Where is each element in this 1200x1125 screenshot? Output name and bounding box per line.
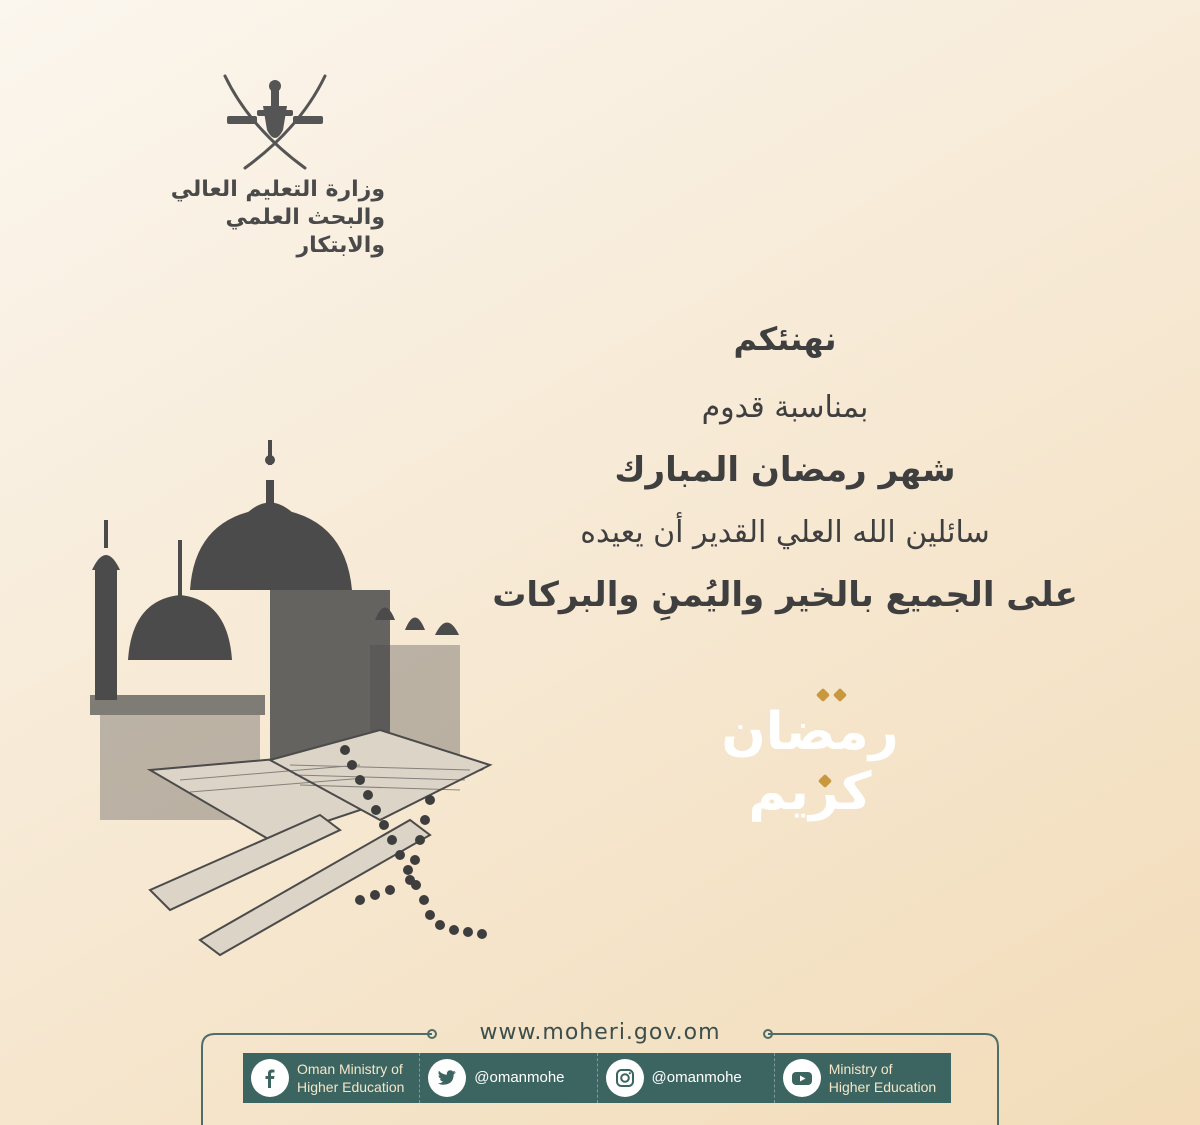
youtube-label-line2: Higher Education [828,1079,937,1095]
ramadan-kareem-text: رمضان كريم [721,702,899,822]
national-emblem-logo [205,68,345,178]
instagram-icon [606,1059,644,1097]
mosque-quran-illustration [80,420,520,980]
youtube-label [829,1060,936,1096]
ministry-name-line2: والبحث العلمي والابتكار [225,205,385,258]
social-media-bar [243,1053,951,1103]
calligraphy-dot [833,688,847,702]
ministry-name [130,176,385,260]
instagram-label: @omanmohe [651,1069,742,1086]
message-line-2: بمناسبة قدوم [701,390,869,425]
calligraphy-dot [816,688,830,702]
social-instagram[interactable] [597,1053,774,1103]
social-twitter[interactable] [419,1053,596,1103]
message-line-1: نهنئكم [733,320,837,358]
twitter-icon [428,1059,466,1097]
message-line-3: شهر رمضان المبارك [614,450,956,490]
facebook-label-line1: Oman Ministry of [297,1061,403,1077]
ministry-name-line1: وزارة التعليم العالي [170,177,385,202]
youtube-icon [783,1059,821,1097]
website-url[interactable]: www.moheri.gov.om [479,1020,721,1045]
social-youtube[interactable] [774,1053,951,1103]
facebook-label-line2: Higher Education [297,1079,405,1095]
ramadan-kareem-calligraphy [670,680,950,822]
facebook-label [297,1060,404,1096]
message-line-5: على الجميع بالخير واليُمنِ والبركات [492,575,1078,615]
youtube-label-line1: Ministry of [828,1061,893,1077]
twitter-label: @omanmohe [474,1069,565,1086]
message-line-4: سائلين الله العلي القدير أن يعيده [580,515,990,550]
facebook-icon [251,1059,289,1097]
social-facebook[interactable] [243,1053,419,1103]
